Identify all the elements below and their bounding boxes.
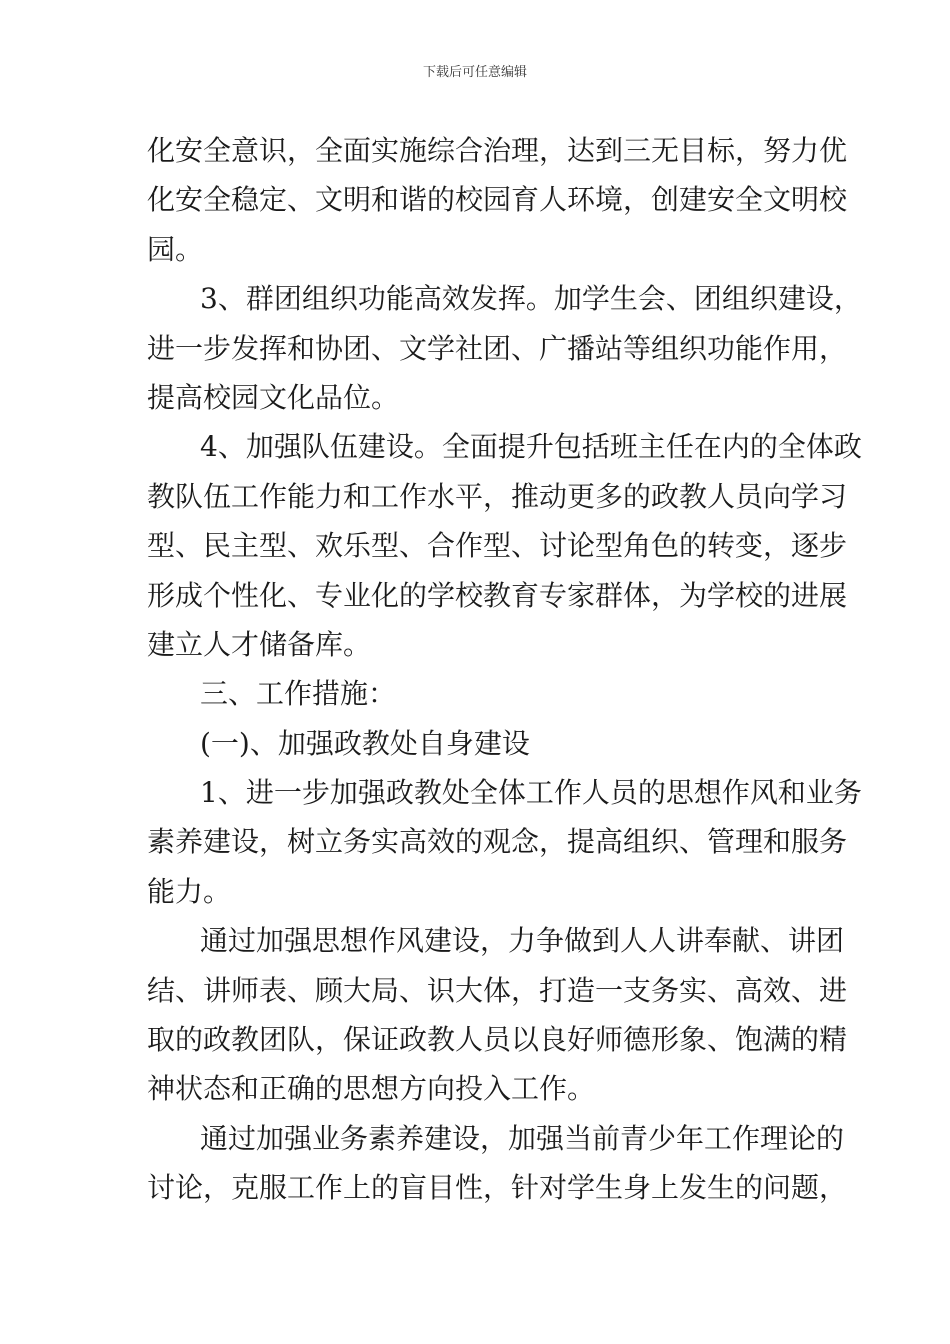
page-header: 下载后可任意编辑	[422, 65, 527, 80]
text-line: 提高校园文化品位。	[147, 380, 400, 414]
text-line: 素养建设，树立务实高效的观念，提高组织、管理和服务	[147, 825, 848, 859]
paragraph-start: 3、群团组织功能高效发挥。加学生会、团组织建设，	[200, 282, 862, 316]
text-line: 能力。	[147, 874, 232, 908]
text-line: 化安全稳定、文明和谐的校园育人环境，创建安全文明校	[147, 183, 848, 217]
text-line: 建立人才储备库。	[147, 627, 372, 661]
text-line: 园。	[147, 232, 204, 266]
paragraph-start: 通过加强业务素养建设，加强当前青少年工作理论的	[200, 1121, 845, 1155]
body-text	[147, 126, 862, 1213]
text-line: 讨论，克服工作上的盲目性，针对学生身上发生的问题，	[147, 1171, 848, 1205]
text-line: 形成个性化、专业化的学校教育专家群体，为学校的进展	[147, 578, 848, 612]
text-line: 取的政教团队，保证政教人员以良好师德形象、饱满的精	[147, 1023, 848, 1057]
paragraph-start: 通过加强思想作风建设，力争做到人人讲奉献、讲团	[200, 924, 845, 958]
text-line: 结、讲师表、顾大局、识大体，打造一支务实、高效、进	[147, 973, 848, 1007]
text-line: 进一步发挥和协团、文学社团、广播站等组织功能作用，	[147, 331, 848, 365]
text-line: 化安全意识，全面实施综合治理，达到三无目标，努力优	[147, 134, 848, 167]
text-line: 神状态和正确的思想方向投入工作。	[147, 1072, 596, 1106]
paragraph-start: 4、加强队伍建设。全面提升包括班主任在内的全体政	[200, 430, 862, 464]
text-line: 教队伍工作能力和工作水平，推动更多的政教人员向学习	[147, 479, 848, 513]
paragraph-start: 1、进一步加强政教处全体工作人员的思想作风和业务	[200, 776, 862, 810]
subsection-heading: (一)、加强政教处自身建设	[200, 726, 530, 760]
section-heading: 三、工作措施：	[200, 677, 397, 711]
text-line: 型、民主型、欢乐型、合作型、讨论型角色的转变，逐步	[147, 529, 848, 563]
